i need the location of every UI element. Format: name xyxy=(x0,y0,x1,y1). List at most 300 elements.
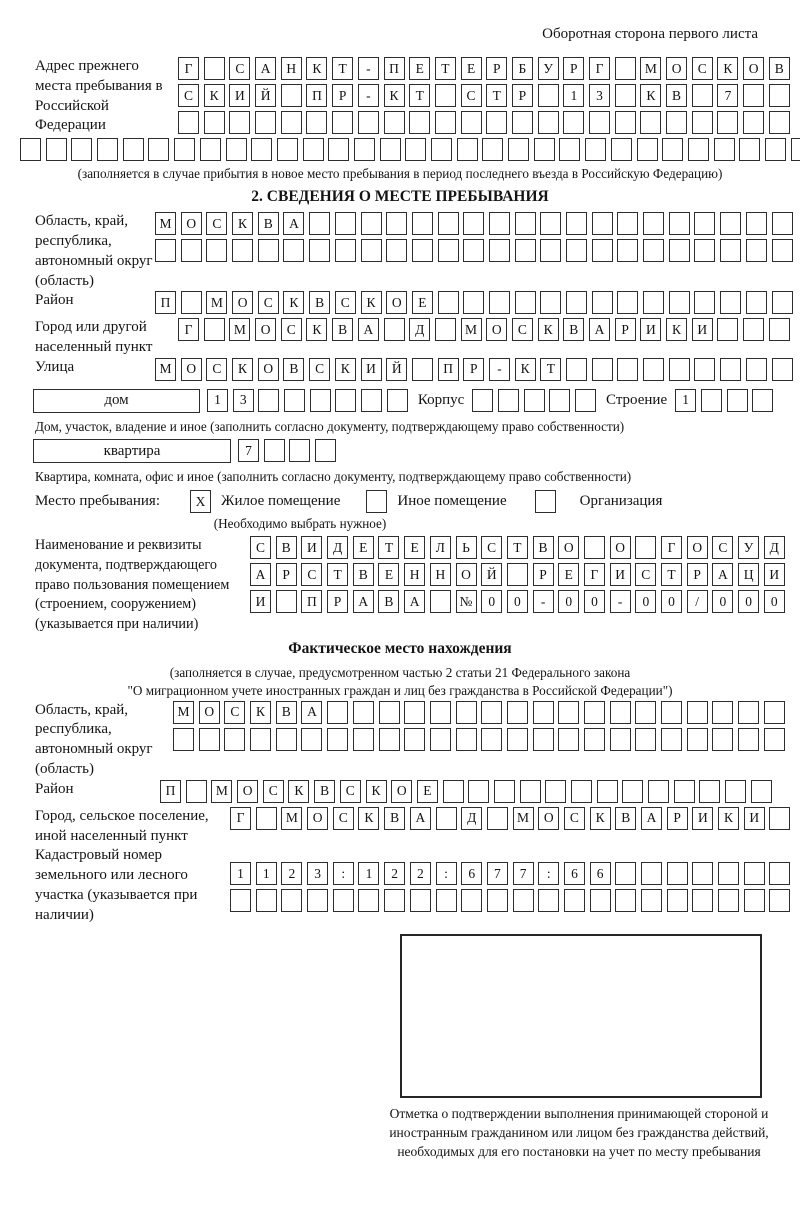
form-cell[interactable] xyxy=(533,701,554,724)
form-cell[interactable]: 0 xyxy=(661,590,682,613)
form-cell[interactable]: Г xyxy=(661,536,682,559)
form-cell[interactable] xyxy=(123,138,144,161)
form-cell[interactable] xyxy=(508,138,529,161)
form-cell[interactable]: О xyxy=(237,780,258,803)
form-cell[interactable]: М xyxy=(461,318,482,341)
form-cell[interactable] xyxy=(200,138,221,161)
form-cell[interactable]: О xyxy=(232,291,253,314)
form-cell[interactable] xyxy=(148,138,169,161)
form-cell[interactable] xyxy=(481,701,502,724)
form-cell[interactable] xyxy=(435,318,456,341)
form-cell[interactable] xyxy=(206,239,227,262)
form-cell[interactable]: Р xyxy=(486,57,507,80)
form-cell[interactable]: В xyxy=(615,807,636,830)
form-cell[interactable]: Е xyxy=(417,780,438,803)
form-cell[interactable]: Е xyxy=(461,57,482,80)
form-cell[interactable] xyxy=(515,212,536,235)
form-cell[interactable] xyxy=(430,590,451,613)
form-cell[interactable]: К xyxy=(590,807,611,830)
form-cell[interactable]: С xyxy=(206,358,227,381)
form-cell[interactable] xyxy=(641,889,662,912)
form-cell[interactable] xyxy=(412,358,433,381)
form-cell[interactable] xyxy=(769,111,790,134)
form-cell[interactable] xyxy=(276,728,297,751)
form-cell[interactable] xyxy=(746,291,767,314)
form-cell[interactable]: Н xyxy=(281,57,302,80)
form-cell[interactable] xyxy=(258,389,279,412)
form-cell[interactable]: И xyxy=(229,84,250,107)
form-cell[interactable] xyxy=(617,239,638,262)
form-cell[interactable]: О xyxy=(386,291,407,314)
form-cell[interactable] xyxy=(358,889,379,912)
form-cell[interactable] xyxy=(387,389,408,412)
form-cell[interactable] xyxy=(281,111,302,134)
form-cell[interactable] xyxy=(436,807,457,830)
form-cell[interactable] xyxy=(315,439,336,462)
form-cell[interactable] xyxy=(335,212,356,235)
form-cell[interactable] xyxy=(461,111,482,134)
form-cell[interactable] xyxy=(615,111,636,134)
form-cell[interactable] xyxy=(283,239,304,262)
form-cell[interactable] xyxy=(482,138,503,161)
form-cell[interactable] xyxy=(720,358,741,381)
form-cell[interactable]: С xyxy=(229,57,250,80)
form-cell[interactable] xyxy=(694,291,715,314)
form-cell[interactable] xyxy=(720,239,741,262)
form-cell[interactable] xyxy=(335,239,356,262)
form-cell[interactable]: К xyxy=(384,84,405,107)
form-cell[interactable]: А xyxy=(404,590,425,613)
form-cell[interactable] xyxy=(643,291,664,314)
form-cell[interactable] xyxy=(712,728,733,751)
form-cell[interactable]: - xyxy=(533,590,554,613)
form-cell[interactable] xyxy=(463,239,484,262)
form-cell[interactable] xyxy=(404,728,425,751)
form-cell[interactable] xyxy=(589,111,610,134)
form-cell[interactable]: : xyxy=(333,862,354,885)
form-cell[interactable]: С xyxy=(564,807,585,830)
form-cell[interactable]: О xyxy=(391,780,412,803)
form-cell[interactable]: К xyxy=(204,84,225,107)
form-cell[interactable]: А xyxy=(589,318,610,341)
form-cell[interactable]: В xyxy=(533,536,554,559)
form-cell[interactable] xyxy=(224,728,245,751)
form-cell[interactable] xyxy=(284,389,305,412)
form-cell[interactable]: С xyxy=(461,84,482,107)
form-cell[interactable] xyxy=(769,889,790,912)
form-cell[interactable]: П xyxy=(306,84,327,107)
form-cell[interactable] xyxy=(181,291,202,314)
form-cell[interactable] xyxy=(361,389,382,412)
form-cell[interactable] xyxy=(641,862,662,885)
form-cell[interactable]: О xyxy=(610,536,631,559)
form-cell[interactable] xyxy=(327,701,348,724)
form-cell[interactable] xyxy=(489,291,510,314)
form-cell[interactable] xyxy=(674,780,695,803)
form-cell[interactable]: Р xyxy=(463,358,484,381)
form-cell[interactable]: Т xyxy=(378,536,399,559)
form-cell[interactable]: И xyxy=(250,590,271,613)
form-cell[interactable] xyxy=(720,291,741,314)
form-cell[interactable] xyxy=(597,780,618,803)
form-cell[interactable] xyxy=(20,138,41,161)
form-cell[interactable] xyxy=(566,291,587,314)
form-cell[interactable]: С xyxy=(258,291,279,314)
form-cell[interactable] xyxy=(764,728,785,751)
form-cell[interactable] xyxy=(333,889,354,912)
form-cell[interactable] xyxy=(699,780,720,803)
form-cell[interactable]: С xyxy=(178,84,199,107)
form-cell[interactable]: И xyxy=(764,563,785,586)
form-cell[interactable]: А xyxy=(301,701,322,724)
form-cell[interactable] xyxy=(592,358,613,381)
form-cell[interactable]: К xyxy=(666,318,687,341)
form-cell[interactable] xyxy=(515,291,536,314)
form-cell[interactable]: Т xyxy=(486,84,507,107)
form-cell[interactable] xyxy=(538,84,559,107)
form-cell[interactable]: Г xyxy=(589,57,610,80)
form-cell[interactable]: К xyxy=(335,358,356,381)
form-cell[interactable] xyxy=(592,291,613,314)
checkbox-zhiloe[interactable]: X xyxy=(190,490,211,513)
form-cell[interactable]: Т xyxy=(661,563,682,586)
form-cell[interactable]: С xyxy=(309,358,330,381)
form-cell[interactable]: А xyxy=(712,563,733,586)
form-cell[interactable]: Р xyxy=(327,590,348,613)
form-cell[interactable] xyxy=(281,84,302,107)
form-cell[interactable]: В xyxy=(283,358,304,381)
form-cell[interactable] xyxy=(181,239,202,262)
form-cell[interactable]: П xyxy=(301,590,322,613)
form-cell[interactable] xyxy=(701,389,722,412)
form-cell[interactable]: К xyxy=(366,780,387,803)
form-cell[interactable] xyxy=(412,212,433,235)
form-cell[interactable]: 0 xyxy=(481,590,502,613)
form-cell[interactable]: Т xyxy=(332,57,353,80)
form-cell[interactable]: М xyxy=(173,701,194,724)
form-cell[interactable]: О xyxy=(199,701,220,724)
form-cell[interactable]: Г xyxy=(178,57,199,80)
form-cell[interactable] xyxy=(71,138,92,161)
form-cell[interactable] xyxy=(412,239,433,262)
form-cell[interactable] xyxy=(584,536,605,559)
form-cell[interactable]: 7 xyxy=(238,439,259,462)
form-cell[interactable] xyxy=(694,212,715,235)
form-cell[interactable] xyxy=(571,780,592,803)
form-cell[interactable] xyxy=(468,780,489,803)
form-cell[interactable] xyxy=(443,780,464,803)
form-cell[interactable]: Ц xyxy=(738,563,759,586)
form-cell[interactable]: Г xyxy=(230,807,251,830)
form-cell[interactable]: К xyxy=(358,807,379,830)
form-cell[interactable] xyxy=(617,358,638,381)
form-cell[interactable] xyxy=(635,701,656,724)
form-cell[interactable]: У xyxy=(538,57,559,80)
form-cell[interactable] xyxy=(772,291,793,314)
form-cell[interactable] xyxy=(688,138,709,161)
form-cell[interactable]: М xyxy=(513,807,534,830)
form-cell[interactable] xyxy=(380,138,401,161)
form-cell[interactable] xyxy=(791,138,800,161)
form-cell[interactable] xyxy=(772,239,793,262)
form-cell[interactable] xyxy=(524,389,545,412)
form-cell[interactable]: 6 xyxy=(564,862,585,885)
form-cell[interactable] xyxy=(746,239,767,262)
form-cell[interactable] xyxy=(738,728,759,751)
form-cell[interactable]: С xyxy=(301,563,322,586)
form-cell[interactable]: 1 xyxy=(256,862,277,885)
checkbox-organizatsiya[interactable] xyxy=(535,490,556,513)
form-cell[interactable] xyxy=(617,212,638,235)
form-cell[interactable]: М xyxy=(211,780,232,803)
form-cell[interactable] xyxy=(611,138,632,161)
form-cell[interactable]: Е xyxy=(353,536,374,559)
form-cell[interactable] xyxy=(566,358,587,381)
form-cell[interactable] xyxy=(615,889,636,912)
form-cell[interactable]: С xyxy=(206,212,227,235)
form-cell[interactable]: - xyxy=(358,84,379,107)
form-cell[interactable] xyxy=(640,111,661,134)
form-cell[interactable] xyxy=(256,807,277,830)
form-cell[interactable] xyxy=(489,239,510,262)
form-cell[interactable]: М xyxy=(206,291,227,314)
form-cell[interactable]: О xyxy=(181,212,202,235)
form-cell[interactable]: П xyxy=(160,780,181,803)
form-cell[interactable]: О xyxy=(743,57,764,80)
form-cell[interactable]: Д xyxy=(764,536,785,559)
form-cell[interactable] xyxy=(743,318,764,341)
form-cell[interactable] xyxy=(46,138,67,161)
form-cell[interactable]: П xyxy=(384,57,405,80)
form-cell[interactable]: : xyxy=(436,862,457,885)
form-cell[interactable] xyxy=(229,111,250,134)
form-cell[interactable]: А xyxy=(353,590,374,613)
form-cell[interactable]: В xyxy=(769,57,790,80)
form-cell[interactable] xyxy=(174,138,195,161)
form-cell[interactable]: К xyxy=(306,318,327,341)
form-cell[interactable]: Т xyxy=(540,358,561,381)
form-cell[interactable]: Д xyxy=(409,318,430,341)
form-cell[interactable]: Б xyxy=(512,57,533,80)
form-cell[interactable]: О xyxy=(181,358,202,381)
form-cell[interactable] xyxy=(692,862,713,885)
form-cell[interactable] xyxy=(610,701,631,724)
form-cell[interactable] xyxy=(746,212,767,235)
form-cell[interactable]: Р xyxy=(533,563,554,586)
form-cell[interactable] xyxy=(692,84,713,107)
form-cell[interactable] xyxy=(309,212,330,235)
form-cell[interactable] xyxy=(457,138,478,161)
form-cell[interactable]: 7 xyxy=(717,84,738,107)
form-cell[interactable]: 1 xyxy=(207,389,228,412)
form-cell[interactable]: Й xyxy=(481,563,502,586)
form-cell[interactable] xyxy=(498,389,519,412)
form-cell[interactable] xyxy=(714,138,735,161)
form-cell[interactable] xyxy=(513,889,534,912)
form-cell[interactable] xyxy=(436,889,457,912)
form-cell[interactable] xyxy=(585,138,606,161)
form-cell[interactable] xyxy=(744,862,765,885)
form-cell[interactable] xyxy=(615,57,636,80)
form-cell[interactable] xyxy=(386,239,407,262)
form-cell[interactable]: 3 xyxy=(307,862,328,885)
form-cell[interactable] xyxy=(232,239,253,262)
form-cell[interactable] xyxy=(752,389,773,412)
form-cell[interactable]: А xyxy=(283,212,304,235)
form-cell[interactable] xyxy=(250,728,271,751)
form-cell[interactable] xyxy=(637,138,658,161)
form-cell[interactable]: К xyxy=(250,701,271,724)
form-cell[interactable] xyxy=(226,138,247,161)
form-cell[interactable] xyxy=(666,111,687,134)
form-cell[interactable]: Д xyxy=(461,807,482,830)
form-cell[interactable] xyxy=(743,84,764,107)
form-cell[interactable] xyxy=(456,701,477,724)
form-cell[interactable]: А xyxy=(410,807,431,830)
form-cell[interactable]: Р xyxy=(615,318,636,341)
form-cell[interactable]: 3 xyxy=(589,84,610,107)
form-cell[interactable] xyxy=(559,138,580,161)
form-cell[interactable]: Р xyxy=(276,563,297,586)
form-cell[interactable] xyxy=(694,239,715,262)
form-cell[interactable] xyxy=(303,138,324,161)
form-cell[interactable] xyxy=(358,111,379,134)
form-cell[interactable]: В xyxy=(666,84,687,107)
form-cell[interactable] xyxy=(738,701,759,724)
form-cell[interactable]: О xyxy=(258,358,279,381)
form-cell[interactable] xyxy=(667,862,688,885)
form-cell[interactable] xyxy=(769,318,790,341)
form-cell[interactable]: 1 xyxy=(675,389,696,412)
form-cell[interactable]: - xyxy=(358,57,379,80)
form-cell[interactable]: - xyxy=(489,358,510,381)
form-cell[interactable] xyxy=(463,291,484,314)
form-cell[interactable] xyxy=(717,111,738,134)
form-cell[interactable]: О xyxy=(255,318,276,341)
form-cell[interactable] xyxy=(727,389,748,412)
form-cell[interactable] xyxy=(435,111,456,134)
form-cell[interactable]: 3 xyxy=(233,389,254,412)
form-cell[interactable] xyxy=(328,138,349,161)
form-cell[interactable]: 0 xyxy=(712,590,733,613)
form-cell[interactable] xyxy=(309,239,330,262)
form-cell[interactable] xyxy=(486,111,507,134)
form-cell[interactable] xyxy=(487,889,508,912)
form-cell[interactable] xyxy=(507,701,528,724)
form-cell[interactable] xyxy=(281,889,302,912)
form-cell[interactable] xyxy=(575,389,596,412)
form-cell[interactable]: О xyxy=(538,807,559,830)
form-cell[interactable]: Т xyxy=(409,84,430,107)
form-cell[interactable] xyxy=(410,889,431,912)
form-cell[interactable] xyxy=(487,807,508,830)
form-cell[interactable] xyxy=(456,728,477,751)
form-cell[interactable]: Т xyxy=(327,563,348,586)
form-cell[interactable]: Р xyxy=(687,563,708,586)
form-cell[interactable]: С xyxy=(333,807,354,830)
form-cell[interactable] xyxy=(204,57,225,80)
form-cell[interactable]: В xyxy=(258,212,279,235)
form-cell[interactable] xyxy=(301,728,322,751)
checkbox-inoe[interactable] xyxy=(366,490,387,513)
form-cell[interactable] xyxy=(584,701,605,724)
form-cell[interactable] xyxy=(540,239,561,262)
form-cell[interactable]: / xyxy=(687,590,708,613)
form-cell[interactable]: И xyxy=(692,807,713,830)
form-cell[interactable]: Г xyxy=(178,318,199,341)
form-cell[interactable] xyxy=(769,84,790,107)
form-cell[interactable] xyxy=(409,111,430,134)
form-cell[interactable] xyxy=(155,239,176,262)
form-cell[interactable]: Н xyxy=(404,563,425,586)
form-cell[interactable]: С xyxy=(281,318,302,341)
form-cell[interactable]: У xyxy=(738,536,759,559)
form-cell[interactable] xyxy=(463,212,484,235)
form-cell[interactable] xyxy=(186,780,207,803)
form-cell[interactable] xyxy=(533,728,554,751)
form-cell[interactable] xyxy=(404,701,425,724)
form-cell[interactable] xyxy=(251,138,272,161)
form-cell[interactable]: 0 xyxy=(558,590,579,613)
form-cell[interactable]: С xyxy=(481,536,502,559)
form-cell[interactable] xyxy=(306,111,327,134)
form-cell[interactable]: 1 xyxy=(563,84,584,107)
form-cell[interactable] xyxy=(661,701,682,724)
form-cell[interactable]: И xyxy=(610,563,631,586)
form-cell[interactable] xyxy=(361,239,382,262)
form-cell[interactable] xyxy=(566,212,587,235)
form-cell[interactable] xyxy=(564,889,585,912)
form-cell[interactable] xyxy=(384,318,405,341)
form-cell[interactable] xyxy=(307,889,328,912)
form-cell[interactable] xyxy=(687,701,708,724)
form-cell[interactable]: М xyxy=(229,318,250,341)
form-cell[interactable]: В xyxy=(276,701,297,724)
form-cell[interactable]: О xyxy=(666,57,687,80)
form-cell[interactable] xyxy=(515,239,536,262)
form-cell[interactable] xyxy=(718,889,739,912)
form-cell[interactable]: Е xyxy=(404,536,425,559)
form-cell[interactable]: М xyxy=(281,807,302,830)
form-cell[interactable] xyxy=(310,389,331,412)
form-cell[interactable] xyxy=(635,728,656,751)
form-cell[interactable] xyxy=(507,563,528,586)
form-cell[interactable] xyxy=(772,358,793,381)
form-cell[interactable]: Р xyxy=(667,807,688,830)
form-cell[interactable] xyxy=(739,138,760,161)
form-cell[interactable]: А xyxy=(358,318,379,341)
form-cell[interactable] xyxy=(97,138,118,161)
form-cell[interactable] xyxy=(558,728,579,751)
form-cell[interactable]: К xyxy=(640,84,661,107)
form-cell[interactable] xyxy=(617,291,638,314)
form-cell[interactable] xyxy=(204,318,225,341)
form-cell[interactable] xyxy=(743,111,764,134)
form-cell[interactable]: 0 xyxy=(738,590,759,613)
form-cell[interactable]: 2 xyxy=(410,862,431,885)
form-cell[interactable]: - xyxy=(610,590,631,613)
form-cell[interactable]: С xyxy=(340,780,361,803)
form-cell[interactable] xyxy=(648,780,669,803)
form-cell[interactable]: № xyxy=(456,590,477,613)
form-cell[interactable] xyxy=(353,728,374,751)
form-cell[interactable] xyxy=(199,728,220,751)
form-cell[interactable] xyxy=(563,111,584,134)
form-cell[interactable]: Й xyxy=(386,358,407,381)
form-cell[interactable]: Д xyxy=(327,536,348,559)
form-cell[interactable] xyxy=(520,780,541,803)
form-cell[interactable] xyxy=(258,239,279,262)
